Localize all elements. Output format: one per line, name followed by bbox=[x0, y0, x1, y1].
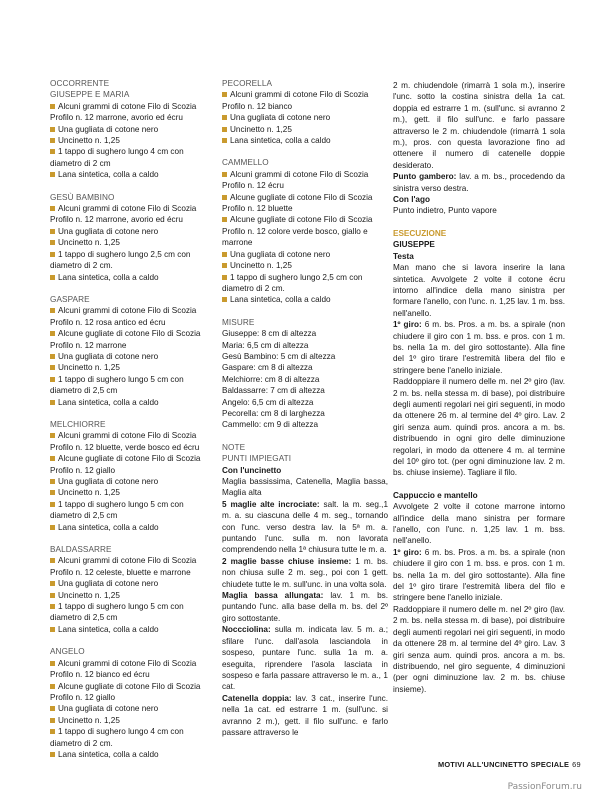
measurement-line: Cammello: cm 9 di altezza bbox=[222, 420, 319, 430]
bullet-icon bbox=[50, 172, 55, 177]
bullet-icon bbox=[222, 195, 227, 200]
group-title-melchiorre: MELCHIORRE bbox=[50, 419, 106, 429]
list-item: Alcune gugliate di cotone Filo di Scozia Profilo n. 12 bluette bbox=[222, 192, 373, 214]
bullet-icon bbox=[222, 275, 227, 280]
list-item: Lana sintetica, colla a caldo bbox=[50, 397, 214, 408]
bullet-icon bbox=[50, 365, 55, 370]
list-item: Alcuni grammi di cotone Filo di Scozia Profilo n. 12 écru bbox=[222, 169, 369, 191]
measurement-line: Giuseppe: 8 cm di altezza bbox=[222, 329, 317, 339]
materials-list bbox=[50, 430, 214, 533]
materials-list bbox=[50, 658, 214, 761]
list-item: 1 tappo di sughero lungo 5 cm con diametro di 2,5 cm bbox=[50, 374, 184, 396]
bullet-icon bbox=[50, 604, 55, 609]
list-item: Alcuni grammi di cotone Filo di Scozia Profilo n. 12 marrone, avorio ed écru bbox=[50, 101, 197, 123]
group-title-cammello: CAMMELLO bbox=[222, 158, 269, 168]
bullet-icon bbox=[50, 229, 55, 234]
list-item: Lana sintetica, colla a caldo bbox=[50, 624, 214, 635]
bullet-icon bbox=[50, 275, 55, 280]
bullet-icon bbox=[222, 252, 227, 257]
bullet-icon bbox=[50, 252, 55, 257]
instructions-column bbox=[393, 80, 565, 695]
list-item: Lana sintetica, colla a caldo bbox=[50, 749, 214, 760]
bullet-icon bbox=[50, 104, 55, 109]
list-item: Uncinetto n. 1,25 bbox=[50, 590, 214, 601]
bullet-icon bbox=[50, 661, 55, 666]
bullet-icon bbox=[50, 684, 55, 689]
materials-list bbox=[50, 101, 214, 181]
bullet-icon bbox=[50, 729, 55, 734]
measurement-line: Pecorella: cm 8 di larghezza bbox=[222, 408, 325, 418]
paragraph: 1º giro: 6 m. bs. Pros. a m. bs. a spirale (non chiudere il giro con 1 m. bss. e pros. con 1 m. bs. nella 1a m. del giro sottostante). Alla fine del 1º giro tirare l'estremità libera del filo e stringere bene l'anello iniziale. bbox=[393, 320, 565, 375]
materials-column-1 bbox=[50, 78, 214, 760]
paragraph: Punto indietro, Punto vapore bbox=[393, 206, 497, 216]
bullet-icon bbox=[50, 752, 55, 757]
bullet-icon bbox=[50, 456, 55, 461]
list-item: Lana sintetica, colla a caldo bbox=[50, 272, 214, 283]
list-item: Alcune gugliate di cotone Filo di Scozia Profilo n. 12 colore verde bosco, giallo e marrone bbox=[222, 215, 373, 248]
list-item: Alcuni grammi di cotone Filo di Scozia Profilo n. 12 rosa antico ed écru bbox=[50, 306, 197, 327]
bullet-icon bbox=[50, 433, 55, 438]
bullet-icon bbox=[222, 263, 227, 268]
list-item: Lana sintetica, colla a caldo bbox=[50, 522, 214, 533]
group-title-baldassarre: BALDASSARRE bbox=[50, 545, 112, 555]
section-title-occorrente: OCCORRENTE bbox=[50, 79, 110, 88]
list-item: Una gugliata di cotone nero bbox=[222, 249, 388, 260]
paragraph: Avvolgete 2 volte il cotone marrone intorno all'indice della mano sinistra per formare l'anello, con l'unc. n. 1,25 lav. 1 m. bss. nell'anello. bbox=[393, 502, 565, 546]
list-item: 1 tappo di sughero lungo 5 cm con diametro di 2,5 cm bbox=[50, 602, 184, 623]
measurement-line: Melchiorre: cm 8 di altezza bbox=[222, 374, 320, 384]
list-item: Uncinetto n. 1,25 bbox=[50, 135, 214, 146]
paragraph: Maglia bassissima, Catenella, Maglia bassa, Maglia alta bbox=[222, 477, 388, 498]
list-item: Lana sintetica, colla a caldo bbox=[222, 294, 388, 305]
paragraph: Maglia bassa allungata: lav. 1 m. bs. puntando l'unc. alla base della m. bs. del 2º giro sottostante. bbox=[222, 591, 388, 623]
bullet-icon bbox=[50, 525, 55, 530]
bullet-icon bbox=[50, 627, 55, 632]
list-item: Una gugliata di cotone nero bbox=[50, 476, 214, 487]
list-item: Uncinetto n. 1,25 bbox=[50, 715, 214, 726]
bullet-icon bbox=[50, 490, 55, 495]
bullet-icon bbox=[222, 138, 227, 143]
paragraph: Raddoppiare il numero delle m. nel 2º giro (lav. 2 m. bs. nella stessa m. di base), poi distribuire degli aumenti regolari nei giri seguenti, in modo da ottenere 26 m. al termine del 4º giro. Lav. 2 giri senza aum. quindi pros. ancora a m. bs. distribuendo in ogni giro delle diminuzione regolari, in modo da ottenere 4 m. al termine del 10º giro tot. (per ogni diminuzione lav. 2 m. bs. chiuse insieme). Tagliare il filo. bbox=[393, 377, 565, 478]
bullet-icon bbox=[50, 581, 55, 586]
bullet-icon bbox=[50, 400, 55, 405]
bullet-icon bbox=[50, 138, 55, 143]
bullet-icon bbox=[50, 479, 55, 484]
list-item: Una gugliata di cotone nero bbox=[50, 578, 214, 589]
list-item: Lana sintetica, colla a caldo bbox=[50, 169, 214, 180]
list-item: Una gugliata di cotone nero bbox=[50, 351, 214, 362]
list-item: 1 tappo di sughero lungo 2,5 cm con diametro di 2 cm. bbox=[222, 272, 363, 293]
list-item: 1 tappo di sughero lungo 4 cm con diametro di 2 cm. bbox=[50, 727, 184, 748]
page-footer bbox=[438, 760, 581, 769]
bullet-icon bbox=[50, 240, 55, 245]
paragraph: 5 maglie alte incrociate: salt. la m. seg.,1 m. a. su ciascuna delle 4 m. seg., tornando con l'unc. verso destra lav. la 5ª m. a. puntando l'unc. sulla m. non lavorata comprendendo nella 1ª chiusura tutte le m. a. bbox=[222, 499, 388, 555]
subheading-con-ago: Con l'ago bbox=[393, 195, 430, 205]
group-title-gesu: GESÙ BAMBINO bbox=[50, 192, 115, 202]
subheading-testa: Testa bbox=[393, 251, 414, 261]
list-item: Una gugliata di cotone nero bbox=[50, 124, 214, 135]
bullet-icon bbox=[50, 558, 55, 563]
list-item: Una gugliata di cotone nero bbox=[222, 112, 388, 123]
list-item: Una gugliata di cotone nero bbox=[50, 226, 214, 237]
bullet-icon bbox=[222, 92, 227, 97]
paragraph: Punto gambero: lav. a m. bs., procedendo da sinistra verso destra. bbox=[393, 172, 565, 193]
measurements-list bbox=[222, 328, 388, 431]
materials-list bbox=[50, 555, 214, 635]
materials-list bbox=[222, 169, 388, 306]
watermark: PassionForum.ru bbox=[507, 782, 582, 792]
measurement-line: Maria: 6,5 cm di altezza bbox=[222, 340, 309, 350]
list-item: 1 tappo di sughero lungo 5 cm con diametro di 2,5 cm bbox=[50, 499, 184, 521]
paragraph: 1º giro: 6 m. bs. Pros. a m. bs. a spirale (non chiudere il giro con 1 m. bss. e pros. con 1 m. bs. nella 1a m. del giro sottostante). Alla fine del 1º giro tirare l'estremità libera del filo e stringere bene l'anello iniziale. bbox=[393, 547, 565, 603]
list-item: Alcuni grammi di cotone Filo di Scozia Profilo n. 12 bluette, verde bosco ed écru bbox=[50, 431, 200, 452]
bullet-icon bbox=[222, 217, 227, 222]
list-item: 1 tappo di sughero lungo 2,5 cm con diametro di 2 cm. bbox=[50, 249, 191, 271]
bullet-icon bbox=[50, 149, 55, 154]
bullet-icon bbox=[222, 127, 227, 132]
materials-list bbox=[222, 89, 388, 146]
list-item: Uncinetto n. 1,25 bbox=[50, 362, 214, 373]
group-title-pecorella: PECORELLA bbox=[222, 79, 273, 88]
section-title-misure: MISURE bbox=[222, 317, 255, 327]
list-item: Alcuni grammi di cotone Filo di Scozia Profilo n. 12 marrone, avorio ed écru bbox=[50, 204, 197, 225]
bullet-icon bbox=[50, 354, 55, 359]
section-subtitle-punti: PUNTI IMPIEGATI bbox=[222, 454, 292, 464]
bullet-icon bbox=[222, 115, 227, 120]
list-item: Uncinetto n. 1,25 bbox=[50, 487, 214, 498]
bullet-icon bbox=[50, 377, 55, 382]
bullet-icon bbox=[50, 706, 55, 711]
paragraph: 2 maglie basse chiuse insieme: 1 m. bs. non chiusa sulle 2 m. seg., poi con 1 gett. chiudete tutte le m. sull'unc. in una volta sola. bbox=[222, 556, 388, 589]
measurement-line: Gesù Bambino: 5 cm di altezza bbox=[222, 351, 336, 361]
materials-list bbox=[50, 203, 214, 283]
measurement-line: Angelo: 6,5 cm di altezza bbox=[222, 397, 314, 407]
section-title-note: NOTE bbox=[222, 442, 246, 452]
list-item: Alcuni grammi di cotone Filo di Scozia Profilo n. 12 bianco bbox=[222, 90, 369, 111]
list-item: Alcuni grammi di cotone Filo di Scozia Profilo n. 12 bianco ed écru bbox=[50, 658, 197, 680]
list-item: Alcune gugliate di cotone Filo di Scozia Profilo n. 12 giallo bbox=[50, 681, 201, 702]
list-item: Uncinetto n. 1,25 bbox=[222, 124, 388, 135]
materials-column-2 bbox=[222, 78, 388, 738]
bullet-icon bbox=[50, 593, 55, 598]
bullet-icon bbox=[50, 331, 55, 336]
paragraph: 2 m. chiudendole (rimarrà 1 sola m.), inserire l'unc. sotto la costina sinistra della 1a cat. doppia ed estrarre 1 m. (sull'unc. si avranno 2 m.), gett. il filo sull'unc. e farlo passare attraverso le 2 m. chiudendole (rimarrà 1 sola m.), pros. con questa lavorazione fino ad ottenere il numero di catenelle doppie desiderato. bbox=[393, 81, 565, 170]
group-title-angelo: ANGELO bbox=[50, 647, 85, 657]
magazine-title: MOTIVI ALL'UNCINETTO SPECIALE bbox=[438, 760, 570, 769]
page-number: 69 bbox=[572, 760, 581, 769]
bullet-icon bbox=[50, 127, 55, 132]
paragraph: Raddoppiare il numero delle m. nel 2º giro (lav. 2 m. bs. nella stessa m. di base), poi distribuire degli aumenti regolari nei giri seguenti, in modo da ottenere 28 m. al termine del 4º giro. Lav. 3 giri senza aum. quindi pros. ancora a m. bs. distribuendo, nel giro seguente, 4 diminuzioni (per ogni diminuzione lav. 2 m. bs. chiuse insieme). bbox=[393, 604, 565, 694]
bullet-icon bbox=[50, 502, 55, 507]
list-item: Uncinetto n. 1,25 bbox=[222, 260, 388, 271]
section-title-esecuzione: ESECUZIONE bbox=[393, 228, 447, 238]
group-title-giuseppe-maria: GIUSEPPE E MARIA bbox=[50, 90, 130, 100]
list-item: Una gugliata di cotone nero bbox=[50, 703, 214, 714]
list-item: Alcune gugliate di cotone Filo di Scozia Profilo n. 12 giallo bbox=[50, 454, 201, 475]
list-item: Alcuni grammi di cotone Filo di Scozia Profilo n. 12 celeste, bluette e marrone bbox=[50, 556, 197, 577]
list-item: Alcune gugliate di cotone Filo di Scozia Profilo n. 12 marrone bbox=[50, 329, 201, 350]
paragraph: Man mano che si lavora inserire la lana sintetica. Avvolgete 2 volte il cotone écru intorno all'indice della mano sinistra per formare l'anello, con l'unc. n. 1,25 lav. 1 m. bss. nell'anello. bbox=[393, 263, 565, 318]
subheading-cappuccio: Cappuccio e mantello bbox=[393, 490, 478, 500]
paragraph: Noccciolina: sulla m. indicata lav. 5 m. a.; sfilare l'unc. dall'asola lasciandola in sospeso, puntare l'unc. sulla 1a m. a. eseguita, riprendere l'asola lasciata in sospeso e farla passare attraverso le m. a., 1 cat. bbox=[222, 625, 388, 692]
paragraph: Catenella doppia: lav. 3 cat., inserire l'unc. nella 1a cat. ed estrarre 1 m. (sull'unc. si avranno 2 m.), gett. il filo sull'unc. e farlo passare attraverso le bbox=[222, 693, 389, 737]
bullet-icon bbox=[222, 172, 227, 177]
bullet-icon bbox=[50, 718, 55, 723]
bullet-icon bbox=[50, 206, 55, 211]
bullet-icon bbox=[222, 297, 227, 302]
measurement-line: Gaspare: cm 8 di altezza bbox=[222, 363, 313, 373]
subheading-con-uncinetto: Con l'uncinetto bbox=[222, 465, 282, 475]
bullet-icon bbox=[50, 308, 55, 313]
subheading-giuseppe: GIUSEPPE bbox=[393, 240, 435, 250]
materials-list bbox=[50, 305, 214, 408]
measurement-line: Baldassarre: 7 cm di altezza bbox=[222, 386, 325, 396]
list-item: Lana sintetica, colla a caldo bbox=[222, 135, 388, 146]
list-item: 1 tappo di sughero lungo 4 cm con diametro di 2 cm bbox=[50, 147, 184, 168]
list-item: Uncinetto n. 1,25 bbox=[50, 237, 214, 248]
group-title-gaspare: GASPARE bbox=[50, 294, 90, 304]
